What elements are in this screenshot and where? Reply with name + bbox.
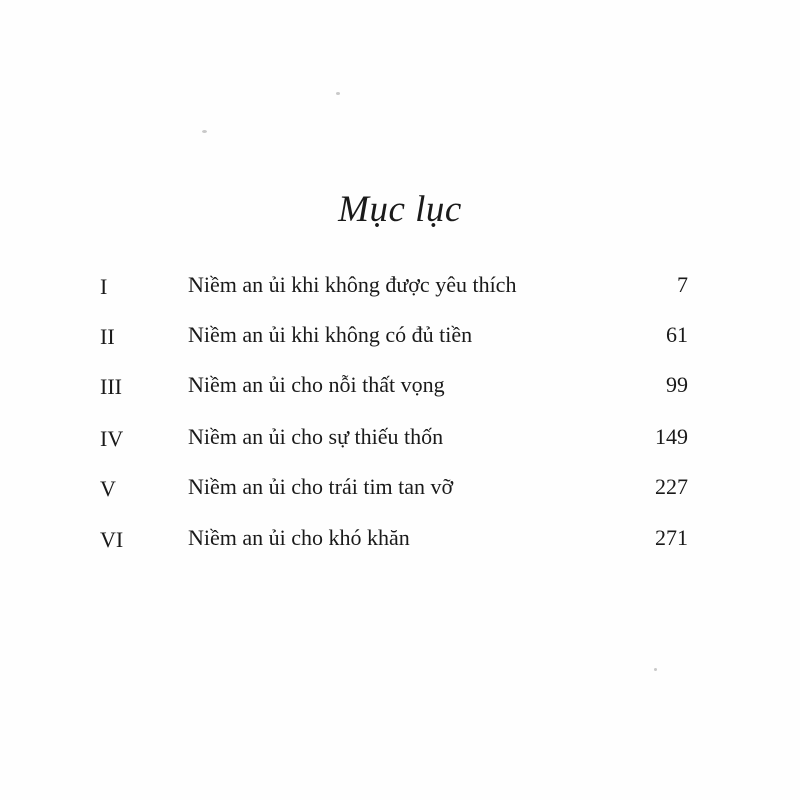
toc-row <box>0 316 800 356</box>
toc-row <box>0 418 800 458</box>
paper-speck <box>336 92 340 95</box>
page-title: Mục lục <box>338 189 462 230</box>
page-number: 271 <box>655 525 688 550</box>
chapter-title: Niềm an ủi cho khó khăn <box>188 525 410 550</box>
page-number: 99 <box>666 372 688 397</box>
chapter-number: II <box>100 324 115 349</box>
chapter-number: I <box>100 274 108 299</box>
toc-row <box>0 468 800 508</box>
chapter-title: Niềm an ủi cho trái tim tan vỡ <box>188 474 454 499</box>
page-number: 7 <box>677 272 688 297</box>
chapter-number: IV <box>100 426 124 451</box>
toc-row <box>0 366 800 406</box>
chapter-number: V <box>100 476 116 501</box>
chapter-number: VI <box>100 527 124 552</box>
page-number: 227 <box>655 474 688 499</box>
chapter-title: Niềm an ủi cho sự thiếu thốn <box>188 424 444 449</box>
paper-speck <box>202 130 207 133</box>
chapter-title: Niềm an ủi khi không được yêu thích <box>188 272 517 297</box>
toc-row <box>0 266 800 306</box>
page-number: 149 <box>655 424 688 449</box>
chapter-number: III <box>100 374 122 399</box>
chapter-title: Niềm an ủi khi không có đủ tiền <box>188 322 473 347</box>
toc-row <box>0 519 800 559</box>
chapter-title: Niềm an ủi cho nỗi thất vọng <box>188 372 445 397</box>
page-number: 61 <box>666 322 688 347</box>
paper-speck <box>654 668 657 671</box>
